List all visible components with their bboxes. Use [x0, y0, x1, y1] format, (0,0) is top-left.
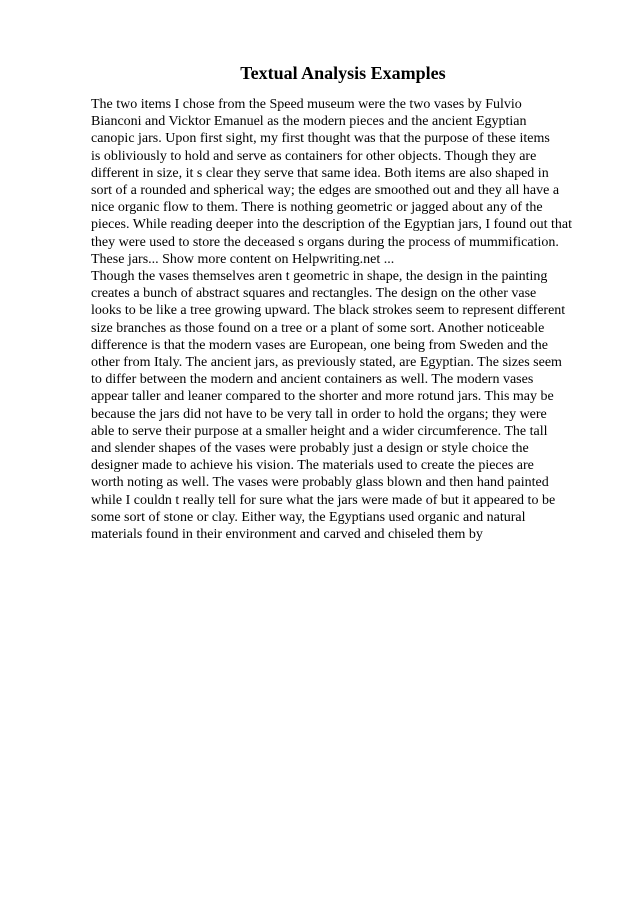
paragraph — [91, 96, 611, 268]
text-line: and slender shapes of the vases were probably just a design or style choice the — [91, 441, 529, 457]
text-line: difference is that the modern vases are European, one being from Sweden and the — [91, 337, 548, 353]
paragraph — [91, 268, 611, 543]
text-line: Bianconi and Vicktor Emanuel as the modern pieces and the ancient Egyptian — [91, 114, 527, 130]
document-body — [91, 96, 611, 543]
text-line: looks to be like a tree growing upward. The black strokes seem to represent different — [91, 303, 566, 319]
text-line: Though the vases themselves aren t geometric in shape, the design in the painting — [91, 269, 548, 285]
text-line: nice organic flow to them. There is nothing geometric or jagged about any of the — [91, 200, 543, 216]
text-line: pieces. While reading deeper into the description of the Egyptian jars, I found out that — [91, 217, 573, 233]
text-line: canopic jars. Upon first sight, my first thought was that the purpose of these items — [91, 131, 550, 147]
text-line: because the jars did not have to be very tall in order to hold the organs; they were — [91, 406, 547, 422]
text-line: able to serve their purpose at a smaller height and a wider circumference. The tall — [91, 423, 548, 439]
text-line: is obliviously to hold and serve as containers for other objects. Though they are — [91, 148, 537, 164]
text-line: they were used to store the deceased s organs during the process of mummification. — [91, 234, 559, 250]
text-line: size branches as those found on a tree or a plant of some sort. Another noticeable — [91, 320, 545, 336]
text-line: materials found in their environment and carved and chiseled them by — [91, 527, 483, 543]
text-line: These jars... Show more content on Helpwriting.net ... — [91, 251, 395, 267]
text-line: sort of a rounded and spherical way; the edges are smoothed out and they all have a — [91, 183, 560, 199]
text-line: other from Italy. The ancient jars, as previously stated, are Egyptian. The sizes seem — [91, 355, 562, 371]
text-line: designer made to achieve his vision. The materials used to create the pieces are — [91, 458, 534, 474]
text-line: some sort of stone or clay. Either way, the Egyptians used organic and natural — [91, 509, 526, 525]
text-line: while I couldn t really tell for sure what the jars were made of but it appeared to be — [91, 492, 556, 508]
text-line: to differ between the modern and ancient containers as well. The modern vases — [91, 372, 534, 388]
text-line: worth noting as well. The vases were probably glass blown and then hand painted — [91, 475, 549, 491]
text-line: different in size, it s clear they serve that same idea. Both items are also shaped in — [91, 165, 549, 181]
document-title: Textual Analysis Examples — [240, 63, 446, 83]
text-line: creates a bunch of abstract squares and rectangles. The design on the other vase — [91, 286, 537, 302]
text-line: appear taller and leaner compared to the shorter and more rotund jars. This may be — [91, 389, 554, 405]
text-line: The two items I chose from the Speed museum were the two vases by Fulvio — [91, 97, 522, 112]
